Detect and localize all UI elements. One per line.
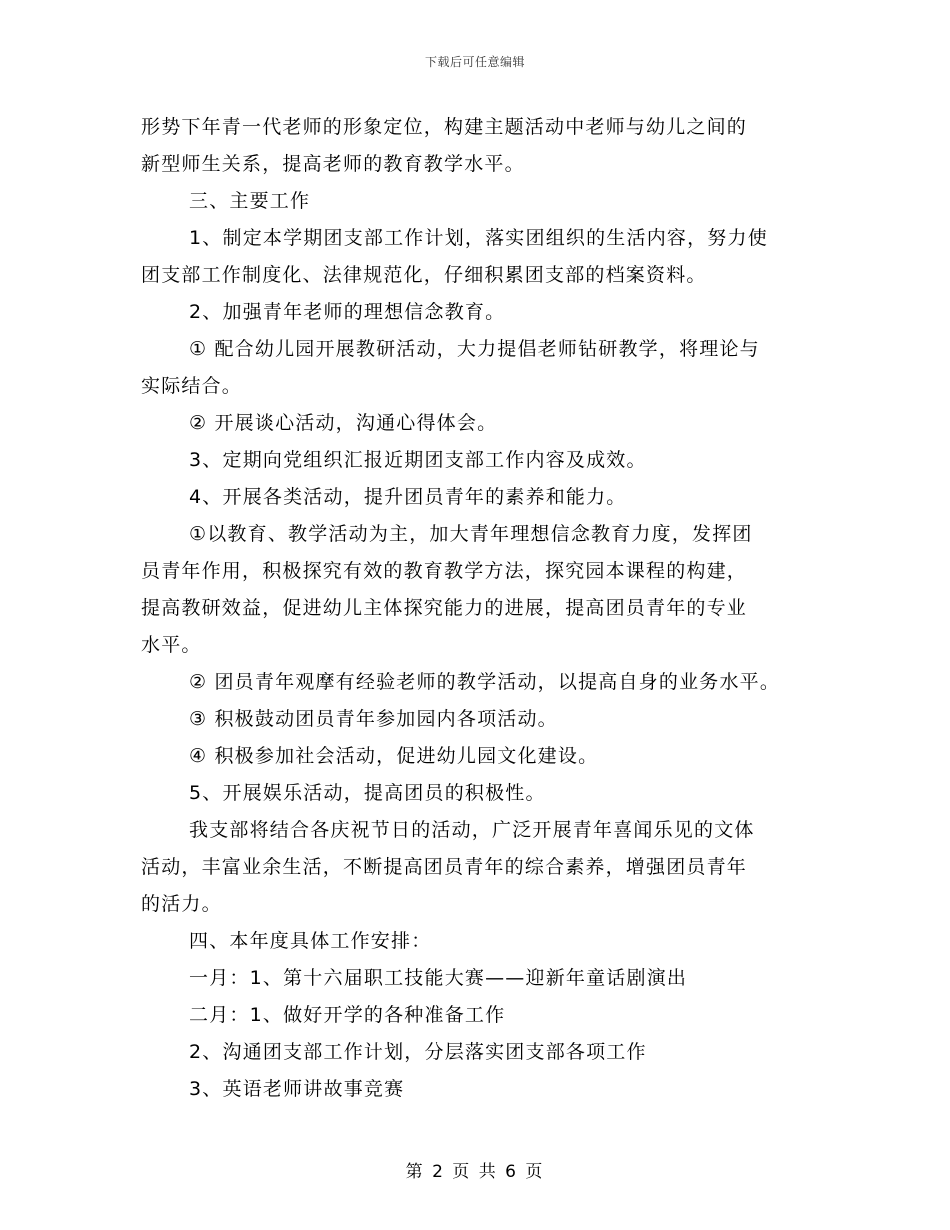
body-line: 2、加强青年老师的理想信念教育。	[189, 301, 506, 323]
body-line: 2、沟通团支部工作计划，分层落实团支部各项工作	[189, 1041, 647, 1063]
body-line: 形势下年青一代老师的形象定位，构建主题活动中老师与幼儿之间的	[141, 116, 748, 138]
body-line: 1、制定本学期团支部工作计划，落实团组织的生活内容，努力使	[189, 227, 768, 249]
body-line: 的活力。	[141, 893, 222, 915]
body-line: 3、定期向党组织汇报近期团支部工作内容及成效。	[189, 449, 647, 471]
body-line: ①以教育、教学活动为主，加大青年理想信念教育力度，发挥团	[189, 523, 753, 545]
body-line: 3、英语老师讲故事竞赛	[189, 1078, 405, 1100]
body-line: 提高教研效益，促进幼儿主体探究能力的进展，提高团员青年的专业	[141, 597, 748, 619]
body-line: 活动，丰富业余生活，不断提高团员青年的综合素养，增强团员青年	[141, 856, 748, 878]
body-line: ③ 积极鼓动团员青年参加园内各项活动。	[189, 708, 558, 730]
body-line: ④ 积极参加社会活动，促进幼儿园文化建设。	[189, 745, 599, 767]
body-line: 新型师生关系，提高老师的教育教学水平。	[141, 153, 525, 175]
body-line: 我支部将结合各庆祝节日的活动，广泛开展青年喜闻乐见的文体	[189, 819, 755, 841]
body-line: 水平。	[141, 634, 202, 656]
body-line: ② 团员青年观摩有经验老师的教学活动，以提高自身的业务水平。	[189, 671, 781, 693]
body-line: 实际结合。	[141, 375, 243, 397]
body-line: 团支部工作制度化、法律规范化，仔细积累团支部的档案资料。	[141, 264, 707, 286]
body-line: 5、开展娱乐活动，提高团员的积极性。	[189, 782, 546, 804]
body-line: 4、开展各类活动，提升团员青年的素养和能力。	[189, 486, 627, 508]
body-line: 一月：1、第十六届职工技能大赛——迎新年童话剧演出	[189, 967, 688, 989]
body-line: ② 开展谈心活动，沟通心得体会。	[189, 412, 498, 434]
section-heading: 三、主要工作	[189, 190, 311, 212]
page-number-footer: 第 2 页 共 6 页	[405, 1162, 545, 1182]
section-heading: 四、本年度具体工作安排：	[189, 930, 432, 952]
body-line: 二月：1、做好开学的各种准备工作	[189, 1004, 506, 1026]
body-line: 员青年作用，积极探究有效的教育教学方法，探究园本课程的构建，	[141, 560, 748, 582]
body-line: ① 配合幼儿园开展教研活动，大力提倡老师钻研教学，将理论与	[189, 338, 760, 360]
page-header-note: 下载后可任意编辑	[424, 55, 525, 69]
